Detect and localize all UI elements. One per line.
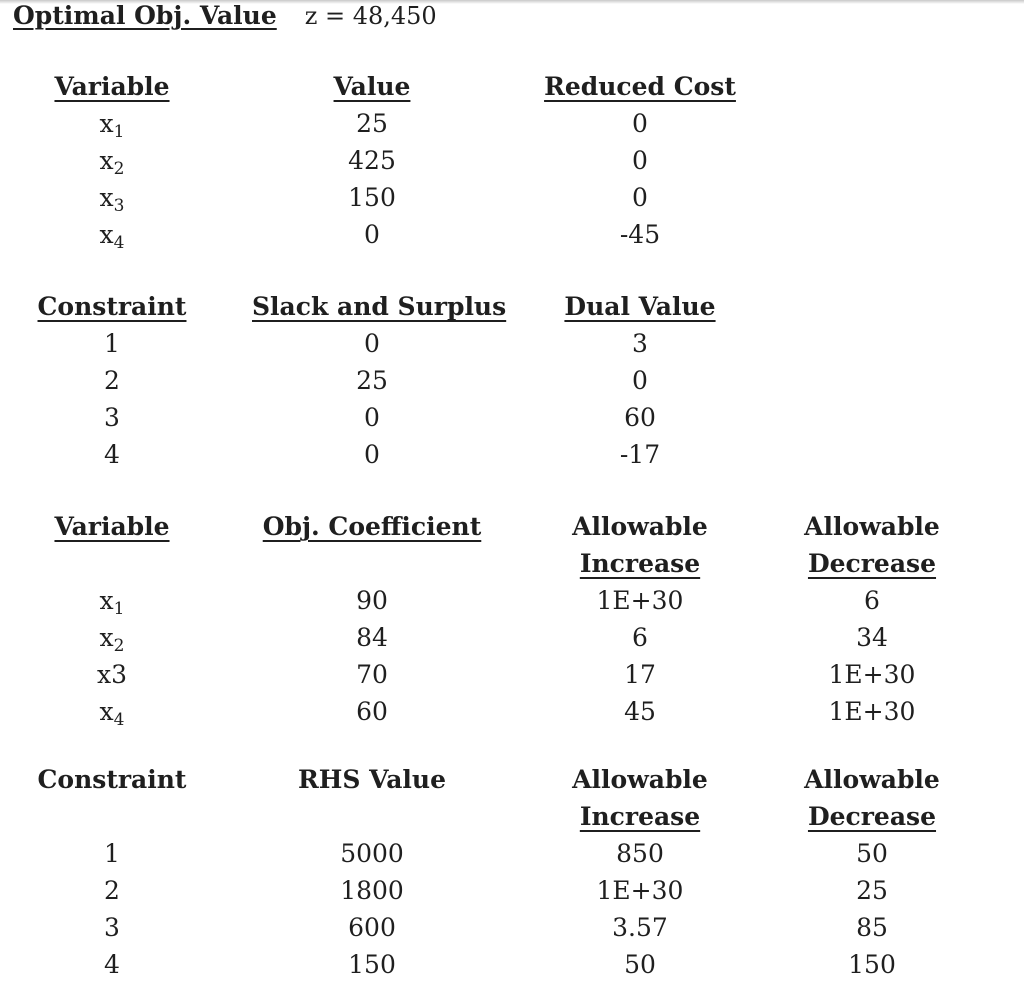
variable-value: 425 <box>348 146 396 175</box>
slack-value: 0 <box>364 403 380 432</box>
allowable-increase: 850 <box>616 839 664 868</box>
constraints-table <box>0 288 1024 473</box>
allowable-decrease: 85 <box>856 913 888 942</box>
column-header-allowable-increase-line1: Allowable <box>572 512 708 541</box>
allowable-increase: 17 <box>624 660 656 689</box>
objective-value: z = 48,450 <box>304 2 437 30</box>
table-row <box>0 693 1024 730</box>
table-row <box>0 656 1024 693</box>
dual-value: 0 <box>632 366 648 395</box>
reduced-cost: 0 <box>632 109 648 138</box>
constraint-number: 4 <box>104 950 120 979</box>
rhs-value: 600 <box>348 913 396 942</box>
table-row <box>0 399 1024 436</box>
table-row <box>0 362 1024 399</box>
allowable-increase: 50 <box>624 950 656 979</box>
allowable-increase: 45 <box>624 697 656 726</box>
column-header-allowable-increase-line1: Allowable <box>572 765 708 794</box>
table-header-row-2 <box>0 798 1024 835</box>
variable-name: $x_3$ <box>99 183 125 216</box>
column-header-rhs-value: RHS Value <box>297 765 447 794</box>
variable-name: $x_1$ <box>99 109 125 142</box>
table-header-row <box>0 761 1024 798</box>
table-row <box>0 619 1024 656</box>
rhs-ranging-table <box>0 761 1024 983</box>
allowable-increase: 6 <box>632 623 648 652</box>
reduced-cost: -45 <box>619 220 661 249</box>
objective-value-label: Optimal Obj. Value <box>13 1 277 30</box>
objective-value-line <box>13 0 437 34</box>
table-row <box>0 142 1024 179</box>
column-header-allowable-decrease-line2: Decrease <box>807 549 937 578</box>
objective-ranging-table <box>0 508 1024 730</box>
slack-value: 25 <box>356 366 388 395</box>
table-row <box>0 179 1024 216</box>
table-row <box>0 835 1024 872</box>
constraint-number: 3 <box>104 913 120 942</box>
variable-name: $x_4$ <box>99 697 125 730</box>
column-header-allowable-decrease-line1: Allowable <box>804 512 940 541</box>
allowable-decrease: 1E+30 <box>828 660 916 689</box>
column-header-allowable-decrease-line1: Allowable <box>804 765 940 794</box>
column-header-reduced-cost: Reduced Cost <box>544 72 736 101</box>
allowable-decrease: 50 <box>856 839 888 868</box>
table-row <box>0 105 1024 142</box>
allowable-increase: 3.57 <box>612 913 668 942</box>
constraint-number: 1 <box>104 329 120 358</box>
table-row <box>0 946 1024 983</box>
constraint-number: 4 <box>104 440 120 469</box>
variable-name: $x_4$ <box>99 220 125 253</box>
table-header-row-2 <box>0 545 1024 582</box>
constraint-number: 2 <box>104 876 120 905</box>
column-header-constraint: Constraint <box>37 765 187 794</box>
constraint-number: 2 <box>104 366 120 395</box>
reduced-cost: 0 <box>632 146 648 175</box>
table-row <box>0 325 1024 362</box>
obj-coefficient: 60 <box>356 697 388 726</box>
rhs-value: 5000 <box>340 839 404 868</box>
allowable-decrease: 34 <box>856 623 888 652</box>
allowable-decrease: 25 <box>856 876 888 905</box>
column-header-allowable-increase-line2: Increase <box>579 549 701 578</box>
variable-value: 150 <box>348 183 396 212</box>
allowable-decrease: 1E+30 <box>828 697 916 726</box>
column-header-dual-value: Dual Value <box>564 292 716 321</box>
column-header-obj-coefficient: Obj. Coefficient <box>262 512 482 541</box>
table-header-row <box>0 508 1024 545</box>
table-row <box>0 909 1024 946</box>
allowable-increase: 1E+30 <box>596 586 684 615</box>
table-header-row <box>0 68 1024 105</box>
table-header-row <box>0 288 1024 325</box>
column-header-slack-surplus: Slack and Surplus <box>252 292 507 321</box>
column-header-allowable-increase-line2: Increase <box>579 802 701 831</box>
rhs-value: 1800 <box>340 876 404 905</box>
slack-value: 0 <box>364 440 380 469</box>
allowable-decrease: 6 <box>864 586 880 615</box>
variable-name: x3 <box>96 660 127 689</box>
table-row <box>0 216 1024 253</box>
rhs-value: 150 <box>348 950 396 979</box>
column-header-value: Value <box>333 72 411 101</box>
variables-table <box>0 68 1024 253</box>
dual-value: -17 <box>619 440 661 469</box>
table-row <box>0 872 1024 909</box>
table-row <box>0 436 1024 473</box>
obj-coefficient: 84 <box>356 623 388 652</box>
reduced-cost: 0 <box>632 183 648 212</box>
table-row <box>0 582 1024 619</box>
column-header-variable: Variable <box>54 512 170 541</box>
column-header-variable: Variable <box>54 72 170 101</box>
allowable-increase: 1E+30 <box>596 876 684 905</box>
variable-value: 0 <box>364 220 380 249</box>
column-header-allowable-decrease-line2: Decrease <box>807 802 937 831</box>
variable-name: $x_1$ <box>99 586 125 619</box>
obj-coefficient: 70 <box>356 660 388 689</box>
constraint-number: 1 <box>104 839 120 868</box>
dual-value: 3 <box>632 329 648 358</box>
obj-coefficient: 90 <box>356 586 388 615</box>
allowable-decrease: 150 <box>848 950 896 979</box>
constraint-number: 3 <box>104 403 120 432</box>
slack-value: 0 <box>364 329 380 358</box>
variable-name: $x_2$ <box>99 623 125 656</box>
dual-value: 60 <box>624 403 656 432</box>
variable-name: $x_2$ <box>99 146 125 179</box>
column-header-constraint: Constraint <box>37 292 187 321</box>
variable-value: 25 <box>356 109 388 138</box>
